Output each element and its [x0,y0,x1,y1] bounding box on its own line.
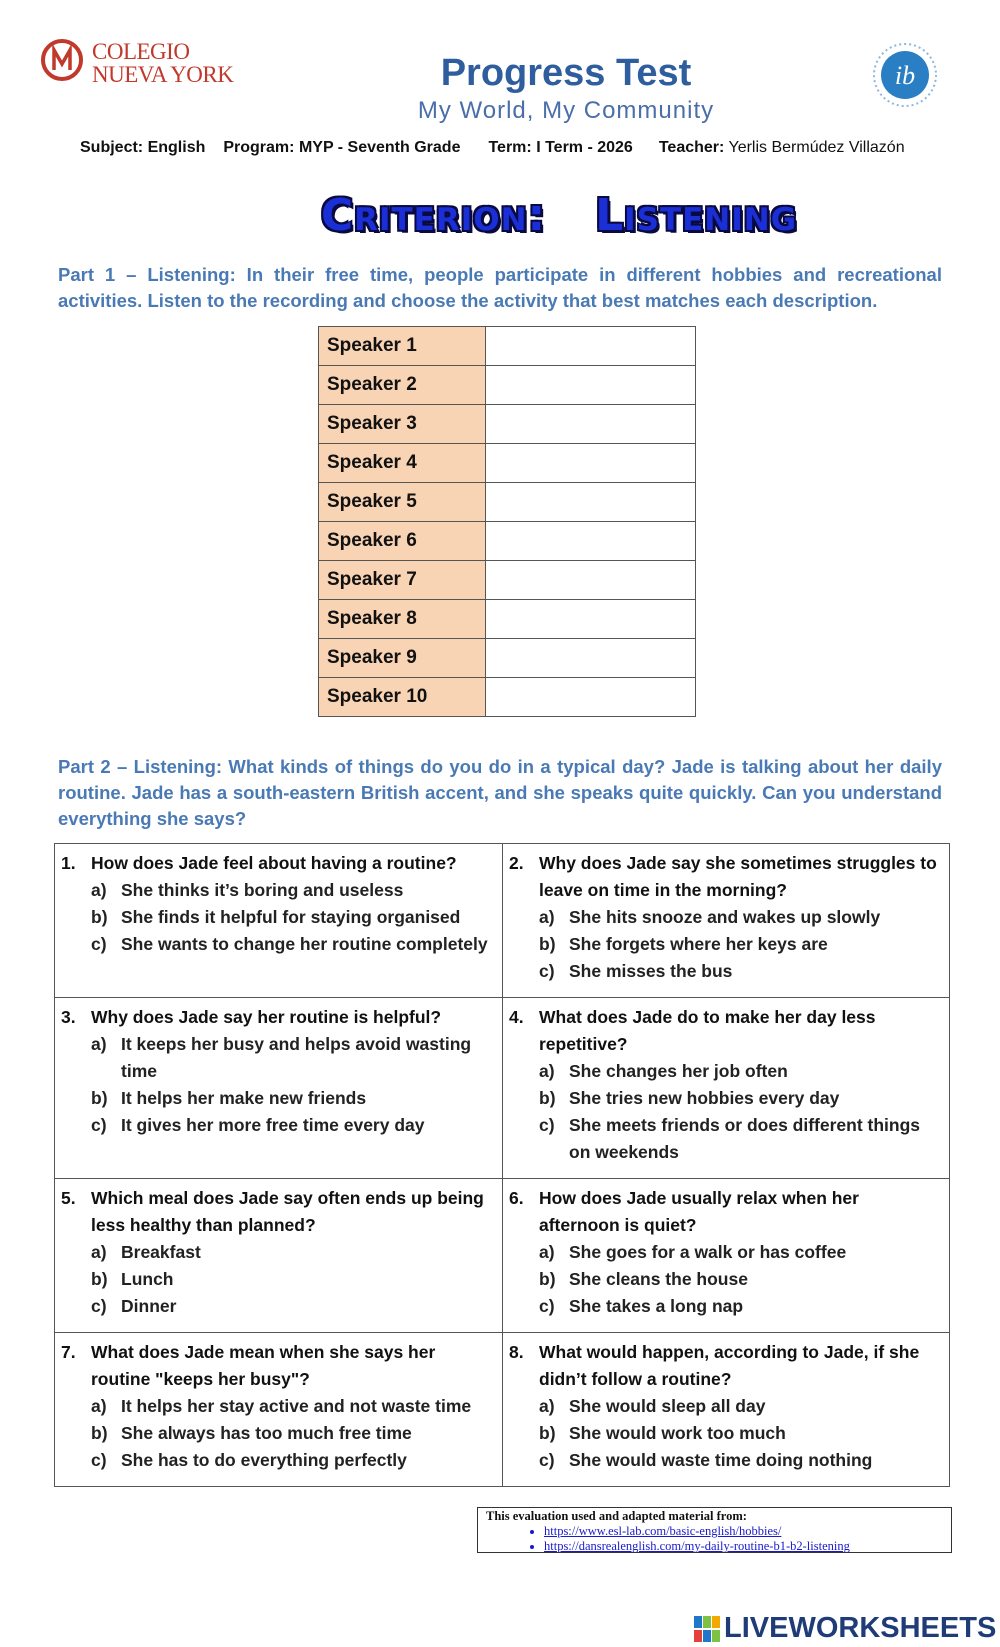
question-number: 2. [509,853,524,873]
question-text: How does Jade usually relax when her afternoon is quiet? [539,1188,859,1235]
questions-grid [54,843,950,1487]
answer-option[interactable] [509,1420,941,1447]
option-text: It gives her more free time every day [121,1115,425,1135]
option-letter: a) [91,1396,107,1416]
ib-logo-icon [872,42,938,108]
option-letter: b) [91,1088,108,1108]
answer-option[interactable] [509,1393,941,1420]
option-letter: c) [539,1450,555,1470]
answer-option[interactable] [509,1447,941,1474]
question-stem [61,1339,494,1393]
option-text: She wants to change her routine completely [121,934,488,954]
question-text: Why does Jade say her routine is helpful? [91,1007,442,1027]
speaker-row [319,561,696,600]
option-letter: a) [91,880,107,900]
option-letter: b) [91,907,108,927]
source-link-2[interactable]: • https://dansrealenglish.com/my-daily-routine-b1-b2-listening [544,1539,943,1554]
answer-option[interactable] [509,1239,941,1266]
answer-option[interactable] [61,1112,494,1139]
option-text: She always has too much free time [121,1423,412,1443]
speaker-answer-field[interactable] [486,678,696,717]
source-link-1[interactable]: • https://www.esl-lab.com/basic-english/hobbies/ [544,1524,943,1539]
question-row [55,844,949,997]
question-text: Why does Jade say she sometimes struggles to leave on time in the morning? [539,853,937,900]
answer-option[interactable] [61,1393,494,1420]
speaker-row [319,678,696,717]
option-letter: c) [539,1296,555,1316]
question-cell [55,1333,502,1486]
option-text: She meets friends or does different things on weekends [569,1115,921,1162]
school-name-line1: COLEGIO [92,39,190,64]
question-cell [55,1179,502,1332]
question-cell [502,1333,949,1486]
sources-heading: This evaluation used and adapted material from: [486,1509,747,1523]
speaker-label: Speaker 2 [319,366,486,405]
answer-option[interactable] [509,1058,941,1085]
school-name-line2: NUEVA YORK [92,62,234,87]
answer-option[interactable] [61,1420,494,1447]
answer-option[interactable] [61,1085,494,1112]
option-text: She goes for a walk or has coffee [569,1242,847,1262]
question-stem [61,850,494,877]
option-letter: a) [539,1061,555,1081]
option-letter: c) [539,961,555,981]
question-stem [61,1004,494,1031]
option-letter: b) [91,1269,108,1289]
option-text: She finds it helpful for staying organised [121,907,461,927]
question-number: 5. [61,1188,76,1208]
sources-box [477,1507,952,1553]
answer-option[interactable] [61,931,494,958]
question-cell [502,844,949,997]
speaker-answer-field[interactable] [486,483,696,522]
answer-option[interactable] [509,1085,941,1112]
option-text: She would work too much [569,1423,786,1443]
speaker-row [319,366,696,405]
option-letter: a) [539,1242,555,1262]
speaker-answer-field[interactable] [486,639,696,678]
question-stem [509,850,941,904]
option-letter: a) [91,1034,107,1054]
option-letter: a) [539,1396,555,1416]
option-text: She tries new hobbies every day [569,1088,840,1108]
part2-instructions: Part 2 – Listening: What kinds of things do you do in a typical day? Jade is talking about her daily routine. Jade has a south-eastern British accent, and she speaks quite quickly. Can you understand everything she says? [58,756,942,829]
question-number: 3. [61,1007,76,1027]
question-number: 7. [61,1342,76,1362]
speaker-row [319,444,696,483]
option-letter: b) [91,1423,108,1443]
option-letter: a) [91,1242,107,1262]
answer-option[interactable] [61,1266,494,1293]
option-text: Lunch [121,1269,174,1289]
option-letter: c) [91,1296,107,1316]
part1-instructions: Part 1 – Listening: In their free time, people participate in different hobbies and recreational activities. Listen to the recording and choose the activity that best matches each description. [58,264,942,311]
liveworksheets-logo [694,1612,997,1644]
option-text: She forgets where her keys are [569,934,828,954]
option-text: She changes her job often [569,1061,788,1081]
question-text: How does Jade feel about having a routine? [91,853,457,873]
option-text: She takes a long nap [569,1296,744,1316]
speaker-table [318,326,696,717]
answer-option[interactable] [61,1447,494,1474]
option-text: It helps her stay active and not waste time [121,1396,472,1416]
answer-option[interactable] [509,931,941,958]
answer-option[interactable] [61,1031,494,1085]
option-letter: c) [91,1115,107,1135]
speaker-row [319,600,696,639]
speaker-row [319,522,696,561]
option-text: She would sleep all day [569,1396,766,1416]
option-letter: b) [539,1088,556,1108]
answer-option[interactable] [61,904,494,931]
question-text: Which meal does Jade say often ends up being less healthy than planned? [91,1188,484,1235]
question-number: 6. [509,1188,524,1208]
speaker-label: Speaker 9 [319,639,486,678]
option-text: She thinks it’s boring and useless [121,880,404,900]
speaker-answer-field[interactable] [486,405,696,444]
speaker-label: Speaker 5 [319,483,486,522]
answer-option[interactable] [509,1293,941,1320]
answer-option[interactable] [509,1266,941,1293]
answer-option[interactable] [509,904,941,931]
question-stem [61,1185,494,1239]
meta-program: Program: MYP - Seventh Grade [223,139,461,156]
meta-subject: Subject: English [80,139,206,156]
question-cell [502,1179,949,1332]
option-letter: c) [91,1450,107,1470]
speaker-answer-field[interactable] [486,366,696,405]
option-text: She misses the bus [569,961,733,981]
speaker-answer-field[interactable] [486,522,696,561]
speaker-label: Speaker 10 [319,678,486,717]
answer-option[interactable] [509,958,941,985]
liveworksheets-brand: LIVEWORKSHEETS [724,1612,997,1644]
answer-option[interactable] [61,1293,494,1320]
question-row [55,1332,949,1486]
page-subtitle: My World, My Community [417,97,715,124]
meta-term: Term: I Term - 2026 [488,139,633,156]
option-text: Dinner [121,1296,177,1316]
speaker-label: Speaker 8 [319,600,486,639]
option-text: She would waste time doing nothing [569,1450,873,1470]
option-letter: a) [539,907,555,927]
question-row [55,997,949,1178]
question-number: 4. [509,1007,524,1027]
speaker-label: Speaker 1 [319,327,486,366]
speaker-label: Speaker 3 [319,405,486,444]
option-text: It keeps her busy and helps avoid wasting time [121,1034,472,1081]
question-cell [55,844,502,997]
speaker-label: Speaker 4 [319,444,486,483]
question-stem [509,1185,941,1239]
speaker-answer-field[interactable] [486,561,696,600]
option-letter: c) [91,934,107,954]
question-cell [502,998,949,1178]
liveworksheets-blocks-icon [694,1616,720,1642]
speaker-row [319,639,696,678]
question-stem [509,1004,941,1058]
question-cell [55,998,502,1178]
test-meta [80,139,960,157]
speaker-label: Speaker 6 [319,522,486,561]
criterion-heading: Criterion: Listening [320,190,798,241]
option-text: Breakfast [121,1242,201,1262]
option-text: She has to do everything perfectly [121,1450,407,1470]
answer-option[interactable] [509,1112,941,1166]
meta-teacher: Teacher: Yerlis Bermúdez Villazón [658,139,905,156]
svg-text:ib: ib [894,61,916,90]
speaker-label: Speaker 7 [319,561,486,600]
option-letter: b) [539,1269,556,1289]
speaker-answer-field[interactable] [486,444,696,483]
option-letter: c) [539,1115,555,1135]
answer-option[interactable] [61,1239,494,1266]
question-text: What does Jade do to make her day less repetitive? [539,1007,876,1054]
page-title: Progress Test [440,52,692,94]
answer-option[interactable] [61,877,494,904]
option-text: She cleans the house [569,1269,748,1289]
question-row [55,1178,949,1332]
question-text: What would happen, according to Jade, if she didn’t follow a routine? [539,1342,920,1389]
speaker-row [319,483,696,522]
option-text: She hits snooze and wakes up slowly [569,907,881,927]
option-letter: b) [539,934,556,954]
question-number: 8. [509,1342,524,1362]
option-letter: b) [539,1423,556,1443]
speaker-answer-field[interactable] [486,327,696,366]
speaker-answer-field[interactable] [486,600,696,639]
option-text: It helps her make new friends [121,1088,367,1108]
speaker-row [319,405,696,444]
question-number: 1. [61,853,76,873]
question-text: What does Jade mean when she says her routine "keeps her busy"? [91,1342,436,1389]
question-stem [509,1339,941,1393]
speaker-row [319,327,696,366]
